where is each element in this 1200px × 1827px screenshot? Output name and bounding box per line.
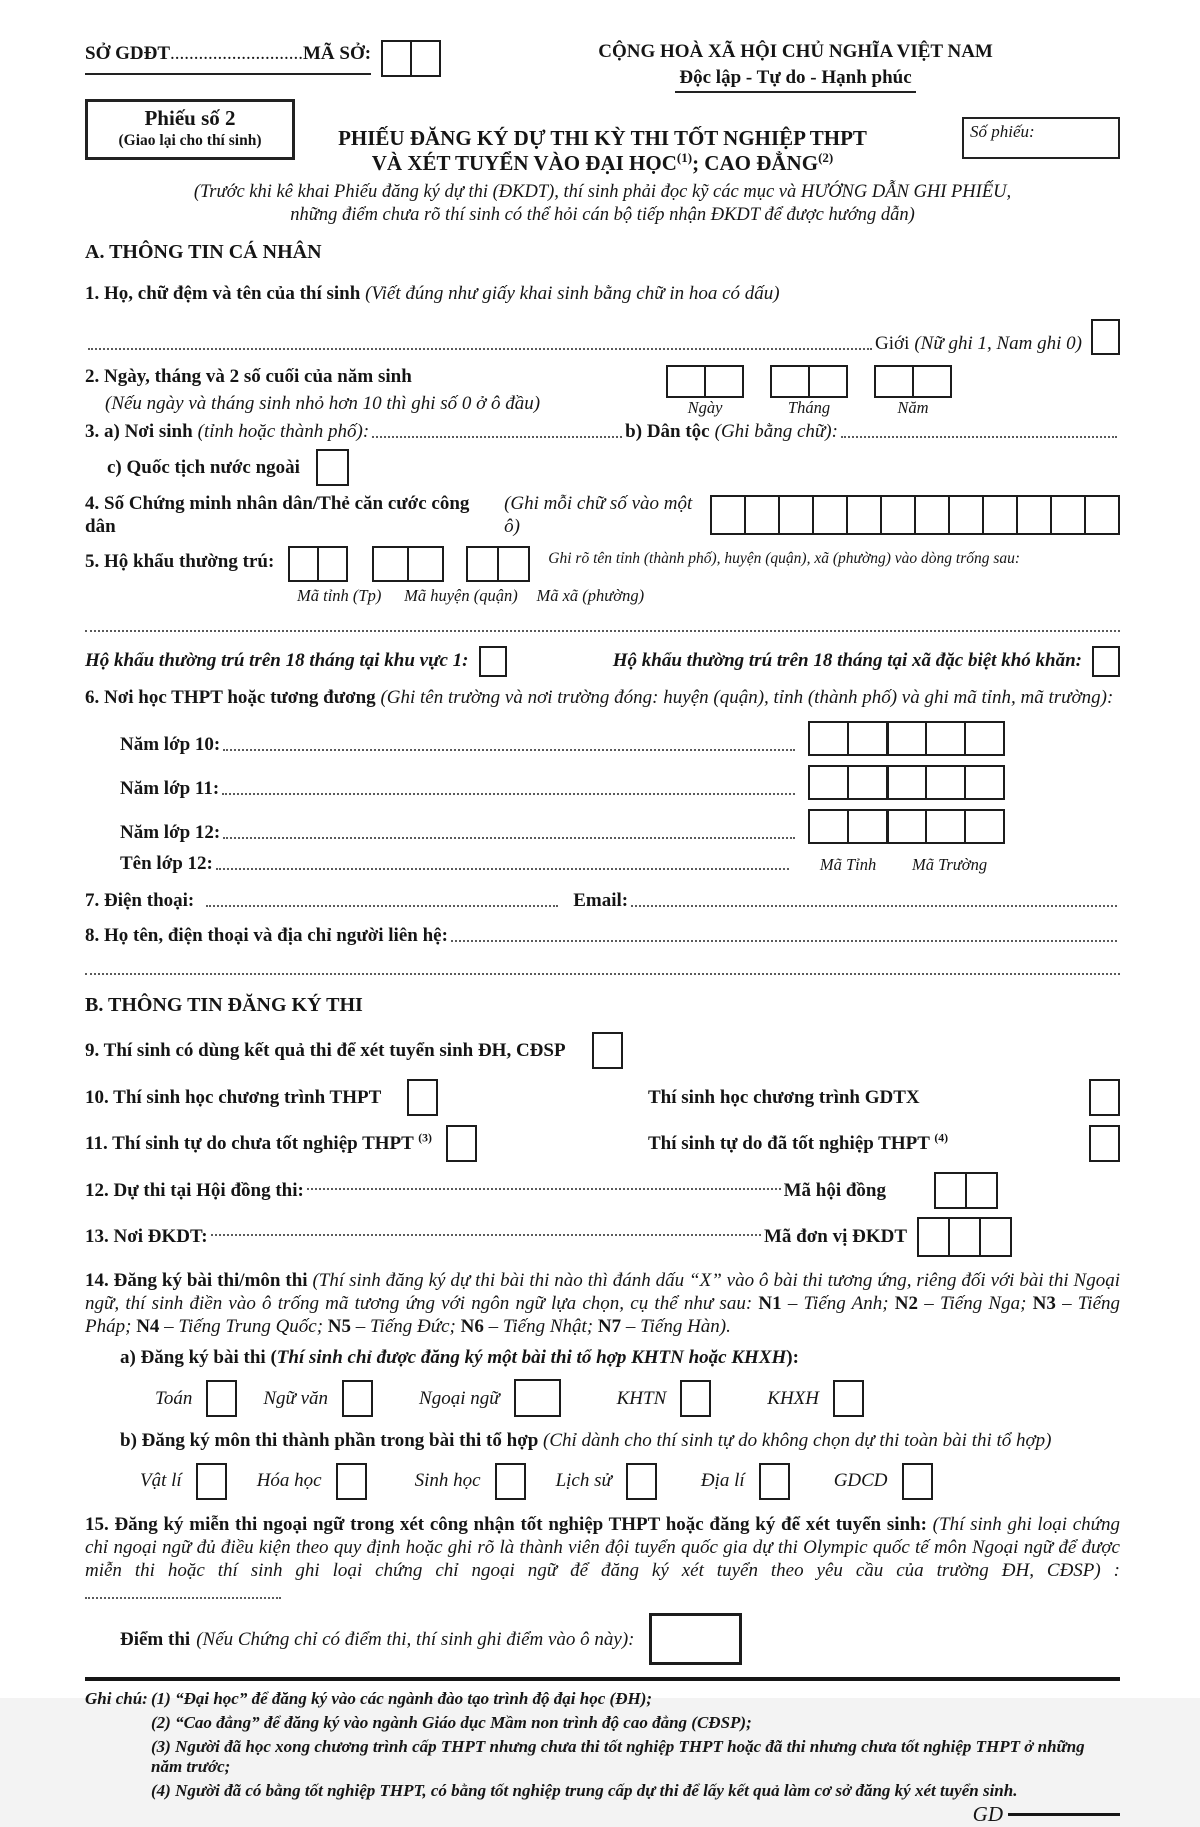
input-cell[interactable] xyxy=(744,495,780,535)
contact-input-line[interactable] xyxy=(451,940,1117,942)
dept-label: SỞ GDĐT xyxy=(85,43,170,65)
input-cell[interactable] xyxy=(948,495,984,535)
class12-input-line[interactable] xyxy=(216,868,789,870)
grade12-code-boxes[interactable] xyxy=(808,809,1005,844)
district-code-label: Mã huyện (quận) xyxy=(404,586,518,606)
input-cell[interactable] xyxy=(407,546,444,582)
school-history-label-row xyxy=(85,686,1120,709)
district-code-boxes[interactable] xyxy=(372,546,444,582)
input-cell[interactable] xyxy=(847,809,888,844)
dob-day-label: Ngày xyxy=(687,397,723,417)
input-cell[interactable] xyxy=(808,809,849,844)
subject-sinhhoc-label: Sinh học xyxy=(414,1470,481,1492)
input-cell[interactable] xyxy=(666,365,706,398)
department-text xyxy=(85,42,371,74)
input-cell[interactable] xyxy=(1084,495,1120,535)
dob-year-boxes[interactable] xyxy=(874,365,952,398)
item3b-note: (Ghi bằng chữ): xyxy=(714,420,838,442)
subject-hoahoc-box[interactable] xyxy=(336,1463,367,1500)
input-cell[interactable] xyxy=(778,495,814,535)
footnote-4: (4) Người đã có bằng tốt nghiệp THPT, có bằng tốt nghiệp trung cấp dự thi để lấy kết quả làm cơ sở đăng ký xét tuyển sinh. xyxy=(151,1781,1018,1801)
subject-vatli-box[interactable] xyxy=(196,1463,227,1500)
grade11-code-boxes[interactable] xyxy=(808,765,1005,800)
serial-label: Số phiếu: xyxy=(970,122,1035,142)
dob-month-boxes[interactable] xyxy=(770,365,848,398)
input-cell[interactable] xyxy=(704,365,744,398)
input-cell[interactable] xyxy=(912,365,952,398)
form-header xyxy=(85,40,1120,93)
full-name-input-line[interactable] xyxy=(88,348,872,350)
item11-right-sup: (4) xyxy=(934,1131,949,1145)
input-cell[interactable] xyxy=(886,721,927,756)
grade11-input-line[interactable] xyxy=(222,793,795,795)
foreign-nationality-row xyxy=(85,449,1120,486)
input-cell[interactable] xyxy=(925,721,966,756)
input-cell[interactable] xyxy=(1016,495,1052,535)
input-cell[interactable] xyxy=(982,495,1018,535)
thpt-program-box[interactable] xyxy=(407,1079,438,1116)
gender-note: (Nữ ghi 1, Nam ghi 0) xyxy=(914,332,1082,354)
input-cell[interactable] xyxy=(917,1217,950,1257)
dob-year-col xyxy=(874,365,952,418)
subject-khxh-box[interactable] xyxy=(833,1380,864,1417)
item1-note: (Viết đúng như giấy khai sinh bằng chữ in hoa có dấu) xyxy=(365,282,780,304)
subject-ngoaingu-box[interactable] xyxy=(514,1379,561,1417)
score-row xyxy=(85,1613,1120,1665)
kk-box[interactable] xyxy=(1092,646,1120,677)
contact-row xyxy=(85,924,1120,947)
score-box[interactable] xyxy=(649,1613,742,1665)
gd-signature-row xyxy=(973,1802,1120,1827)
kk-group xyxy=(613,646,1120,677)
kv1-box[interactable] xyxy=(479,646,507,677)
item3a-label: 3. a) Nơi sinh xyxy=(85,420,193,442)
subject-khtn-label: KHTN xyxy=(616,1387,667,1409)
footnotes-list xyxy=(151,1689,1120,1802)
residence-code-labels xyxy=(85,584,1120,607)
item1-label: 1. Họ, chữ đệm và tên của thí sinh xyxy=(85,282,361,304)
id-number-boxes[interactable] xyxy=(710,495,1120,535)
title-line2 xyxy=(85,151,1120,177)
input-cell[interactable] xyxy=(710,495,746,535)
subject-lichsu-box[interactable] xyxy=(626,1463,657,1500)
item13-row xyxy=(85,1217,1120,1257)
footer-divider xyxy=(85,1677,1120,1681)
item11-left-label: 11. Thí sinh tự do chưa tốt nghiệp THPT $^{(3)}$ xyxy=(85,1131,432,1154)
grade10-input-line[interactable] xyxy=(223,749,795,751)
title-line2a: VÀ XÉT TUYỂN VÀO ĐẠI HỌC xyxy=(371,151,677,176)
birthplace-input-line[interactable] xyxy=(372,436,622,438)
ma-so-boxes[interactable] xyxy=(381,40,441,77)
footnote-2: (2) “Cao đẳng” để đăng ký vào ngành Giáo dục Mầm non trình độ cao đẳng (CĐSP); xyxy=(151,1712,752,1732)
free-candidate-grad-box[interactable] xyxy=(1089,1125,1120,1162)
certificate-input-line[interactable] xyxy=(85,1597,281,1599)
grade10-row xyxy=(85,721,1120,756)
item11-row xyxy=(85,1125,1120,1162)
subject-hoahoc-label: Hóa học xyxy=(256,1470,322,1492)
use-result-box[interactable] xyxy=(592,1032,623,1069)
input-cell[interactable] xyxy=(317,546,348,582)
input-cell[interactable] xyxy=(934,1172,967,1209)
input-cell[interactable] xyxy=(964,765,1005,800)
dob-month-col xyxy=(770,365,848,418)
input-cell[interactable] xyxy=(372,546,409,582)
input-cell[interactable] xyxy=(497,546,530,582)
item6-label: 6. Nơi học THPT hoặc tương đương xyxy=(85,686,376,708)
council-input-line[interactable] xyxy=(307,1188,781,1190)
council-code-label: Mã hội đồng xyxy=(783,1179,886,1201)
form-number-subtitle: (Giao lại cho thí sinh) xyxy=(118,131,262,149)
item4-label: 4. Số Chứng minh nhân dân/Thẻ căn cước công dân xyxy=(85,493,470,538)
nation-line1: CỘNG HOÀ XÃ HỘI CHỦ NGHĨA VIỆT NAM xyxy=(598,41,993,62)
item14a-label: a) Đăng ký bài thi (Thí sinh chỉ được đăng ký một bài thi tổ hợp KHTN hoặc KHXH): xyxy=(120,1347,799,1369)
input-cell[interactable] xyxy=(1050,495,1086,535)
phone-email-row xyxy=(85,889,1120,912)
subject-ngoaingu-label: Ngoại ngữ xyxy=(419,1387,500,1409)
school-code-col-label: Mã Trường xyxy=(911,854,988,874)
title-note xyxy=(85,181,1120,226)
input-cell[interactable] xyxy=(846,495,882,535)
input-cell[interactable] xyxy=(466,546,499,582)
title-line1: PHIẾU ĐĂNG KÝ DỰ THI KỲ THI TỐT NGHIỆP THPT xyxy=(338,125,867,150)
item10-right-label: Thí sinh học chương trình GDTX xyxy=(648,1086,920,1108)
item10-right-group xyxy=(648,1079,1120,1116)
email-label: Email: xyxy=(573,889,629,911)
grade10-code-boxes[interactable] xyxy=(808,721,1005,756)
input-cell[interactable] xyxy=(914,495,950,535)
title-sup1: (1) xyxy=(676,150,693,166)
commune-code-label: Mã xã (phường) xyxy=(536,586,645,606)
title-note-line2: những điểm chưa rõ thí sinh có thể hỏi cán bộ tiếp nhận ĐKDT để được hướng dẫn) xyxy=(290,204,915,225)
subject-vatli-label: Vật lí xyxy=(140,1470,182,1492)
item14-note: (Thí sinh đăng ký dự thi bài thi nào thì đánh dấu “X” vào ô bài thi tương ứng, riêng đối với bài thi Ngoại ngữ, thí sinh điền vào ô trống mã tương ứng với ngôn ngữ lựa chọn, cụ thể như sau: N1 – Tiếng Anh; N2 – Tiếng Nga; N3 – Tiếng Pháp; N4 – Tiếng Trung Quốc; N5 – Tiếng Đức; N6 – Tiếng Nhật; N7 – Tiếng Hàn). xyxy=(85,1269,1125,1337)
grade11-label: Năm lớp 11: xyxy=(120,777,220,799)
footnote-1: (1) “Đại học” để đăng ký vào các ngành đào tạo trình độ đại học (ĐH); xyxy=(151,1689,653,1709)
dob-year-label: Năm xyxy=(897,397,929,417)
dob-labels xyxy=(85,365,666,415)
subject-nguvan-label: Ngữ văn xyxy=(263,1387,329,1409)
input-cell[interactable] xyxy=(925,809,966,844)
item11-right-group xyxy=(648,1125,1120,1162)
subject-gdcd-box[interactable] xyxy=(902,1463,933,1500)
form-title xyxy=(85,126,1120,177)
input-cell[interactable] xyxy=(288,546,319,582)
input-cell[interactable] xyxy=(808,765,849,800)
input-cell[interactable] xyxy=(965,1172,998,1209)
commune-code-boxes[interactable] xyxy=(466,546,530,582)
kk-label: Hộ khẩu thường trú trên 18 tháng tại xã đặc biệt khó khăn: xyxy=(612,650,1082,672)
item12-label: 12. Dự thi tại Hội đồng thi: xyxy=(85,1179,304,1201)
item3c-label: c) Quốc tịch nước ngoài xyxy=(107,456,300,478)
subject-nguvan-box[interactable] xyxy=(342,1380,373,1417)
subject-lichsu-label: Lịch sử xyxy=(555,1470,612,1492)
phone-input-line[interactable] xyxy=(206,905,558,907)
item10-left-label: 10. Thí sinh học chương trình THPT xyxy=(85,1086,382,1108)
full-name-row xyxy=(85,319,1120,355)
score-label: Điểm thi xyxy=(120,1628,191,1650)
input-cell[interactable] xyxy=(410,40,441,77)
input-cell[interactable] xyxy=(964,721,1005,756)
input-cell[interactable] xyxy=(886,809,927,844)
input-cell[interactable] xyxy=(886,765,927,800)
gender-label: Giới xyxy=(875,332,910,354)
input-cell[interactable] xyxy=(847,765,888,800)
item2-note: (Nếu ngày và tháng sinh nhỏ hơn 10 thì ghi số 0 ở ô đầu) xyxy=(105,392,541,414)
item15-note: (Thí sinh ghi loại chứng chỉ ngoại ngữ đủ điều kiện theo quy định hoặc ghi rõ là thành viên đội tuyển quốc gia dự thi Olympic quốc tế môn Ngoại ngữ để được miễn thi hoặc thí sinh ghi loại chứng chỉ ngoại ngữ để đăng ký xét tuyển theo yêu cầu của trường ĐH, CĐSP) : xyxy=(85,1513,1121,1581)
dob-month-label: Tháng xyxy=(787,397,831,417)
input-cell[interactable] xyxy=(964,809,1005,844)
input-cell[interactable] xyxy=(847,721,888,756)
province-code-boxes[interactable] xyxy=(288,546,348,582)
item5-label: 5. Hộ khẩu thường trú: xyxy=(85,551,275,573)
kv1-group xyxy=(85,646,507,677)
component-subjects-row xyxy=(85,1463,1120,1500)
item14b-note: (Chỉ dành cho thí sinh tự do không chọn dự thi toàn bài thi tổ hợp) xyxy=(543,1430,1052,1452)
item14-paragraph xyxy=(85,1269,1125,1339)
national-header xyxy=(441,40,1120,93)
foreign-nationality-box[interactable] xyxy=(316,449,349,486)
item15-label: 15. Đăng ký miễn thi ngoại ngữ trong xét công nhận tốt nghiệp THPT hoặc đăng ký để xét tuyển sinh: xyxy=(85,1513,927,1535)
item14-label: 14. Đăng ký bài thi/môn thi xyxy=(85,1269,313,1291)
free-candidate-not-grad-box[interactable] xyxy=(446,1125,477,1162)
footnote-3: (3) Người đã học xong chương trình cấp THPT nhưng chưa thi tốt nghiệp THPT hoặc đã thi nhưng chưa tốt nghiệp THPT ở những năm trước; xyxy=(151,1736,1085,1777)
input-cell[interactable] xyxy=(381,40,412,77)
subject-khxh-label: KHXH xyxy=(767,1387,819,1409)
item7-label: 7. Điện thoại: xyxy=(85,889,195,911)
dob-day-boxes[interactable] xyxy=(666,365,744,398)
birthplace-row xyxy=(85,420,1120,443)
subject-sinhhoc-box[interactable] xyxy=(495,1463,526,1500)
subject-diali-box[interactable] xyxy=(759,1463,790,1500)
id-number-row xyxy=(85,492,1120,538)
item2-label: 2. Ngày, tháng và 2 số cuối của năm sinh xyxy=(85,365,412,387)
item1-label-row xyxy=(85,282,1120,305)
gender-box[interactable] xyxy=(1091,319,1120,355)
school-code-labels xyxy=(802,855,1005,875)
subject-toan-label: Toán xyxy=(155,1387,193,1409)
input-cell[interactable] xyxy=(808,365,848,398)
item13-label: 13. Nơi ĐKDT: xyxy=(85,1226,208,1248)
dob-row xyxy=(85,365,1120,418)
item14b-label: b) Đăng ký môn thi thành phần trong bài thi tổ hợp xyxy=(120,1430,544,1452)
item3b-label: b) Dân tộc xyxy=(625,420,710,442)
gd-label: GD xyxy=(972,1801,1003,1826)
contact-input-line2[interactable] xyxy=(85,973,1120,975)
input-cell[interactable] xyxy=(979,1217,1012,1257)
item10-left-group xyxy=(85,1079,648,1116)
dkdt-code-boxes[interactable] xyxy=(917,1217,1012,1257)
item15-paragraph xyxy=(85,1513,1120,1606)
item11-left-group xyxy=(85,1125,648,1162)
footnotes-block xyxy=(85,1689,1120,1802)
item9-row xyxy=(85,1032,1120,1069)
dob-boxes xyxy=(666,365,952,418)
dob-day-col xyxy=(666,365,744,418)
dkdt-input-line[interactable] xyxy=(211,1234,761,1236)
residency-duration-row xyxy=(85,646,1120,677)
input-cell[interactable] xyxy=(812,495,848,535)
dept-dots[interactable]: ............................ xyxy=(170,43,303,65)
input-cell[interactable] xyxy=(808,721,849,756)
item4-note: (Ghi mỗi chữ số vào một ô) xyxy=(504,493,693,538)
grade12-label: Năm lớp 12: xyxy=(120,821,221,843)
nation-line2: Độc lập - Tự do - Hạnh phúc xyxy=(675,65,915,93)
grade11-row xyxy=(85,765,1120,800)
email-input-line[interactable] xyxy=(631,905,1117,907)
item14b-label-row xyxy=(85,1429,1120,1452)
section-b-heading: B. THÔNG TIN ĐĂNG KÝ THI xyxy=(85,994,363,1017)
subject-diali-label: Địa lí xyxy=(700,1470,745,1492)
item11-left-sup: (3) xyxy=(418,1131,432,1145)
item11-right-label: Thí sinh tự do đã tốt nghiệp THPT $^{(4)}$ xyxy=(648,1131,949,1154)
exam-subjects-row xyxy=(85,1379,1120,1417)
province-code-col-label: Mã Tỉnh xyxy=(819,854,877,874)
gd-line xyxy=(1008,1813,1120,1816)
ma-so-label: MÃ SỞ: xyxy=(303,43,372,65)
input-cell[interactable] xyxy=(948,1217,981,1257)
subject-khtn-box[interactable] xyxy=(680,1380,711,1417)
subject-toan-box[interactable] xyxy=(206,1380,237,1417)
class12-row xyxy=(85,852,1120,875)
title-sup2: (2) xyxy=(818,150,834,166)
kv1-label: Hộ khẩu thường trú trên 18 tháng tại khu vực 1: xyxy=(85,650,469,672)
form-number-title: Phiếu số 2 xyxy=(144,106,236,131)
item12-row xyxy=(85,1172,1120,1209)
input-cell[interactable] xyxy=(880,495,916,535)
section-a-heading: A. THÔNG TIN CÁ NHÂN xyxy=(85,241,322,264)
item5-note: Ghi rõ tên tỉnh (thành phố), huyện (quận), xã (phường) vào dòng trống sau: xyxy=(548,550,1021,568)
class12-label: Tên lớp 12: xyxy=(120,852,213,874)
ethnicity-input-line[interactable] xyxy=(841,436,1117,438)
item9-label: 9. Thí sinh có dùng kết quả thi để xét tuyển sinh ĐH, CĐSP xyxy=(85,1039,566,1061)
residence-address-input-line[interactable] xyxy=(85,630,1120,632)
footnotes-label: Ghi chú: xyxy=(85,1689,148,1709)
item3a-note: (tỉnh hoặc thành phố): xyxy=(197,420,370,442)
input-cell[interactable] xyxy=(925,765,966,800)
grade12-row xyxy=(85,809,1120,844)
grade12-input-line[interactable] xyxy=(223,837,795,839)
title-note-line1: (Trước khi kê khai Phiếu đăng ký dự thi (ĐKDT), thí sinh phải đọc kỹ các mục và HƯỚNG DẪN GHI PHIẾU, xyxy=(193,182,1012,203)
item10-row xyxy=(85,1079,1120,1116)
input-cell[interactable] xyxy=(770,365,810,398)
residence-row xyxy=(85,546,1120,582)
input-cell[interactable] xyxy=(874,365,914,398)
item8-label: 8. Họ tên, điện thoại và địa chỉ người liên hệ: xyxy=(85,925,448,947)
grade10-label: Năm lớp 10: xyxy=(120,733,221,755)
title-line2b: ; CAO ĐẲNG xyxy=(692,151,819,176)
subject-gdcd-label: GDCD xyxy=(833,1470,888,1492)
item6-note: (Ghi tên trường và nơi trường đóng: huyện (quận), tỉnh (thành phố) và ghi mã tỉnh, mã trường): xyxy=(380,686,1114,708)
department-line xyxy=(85,40,441,77)
score-note: (Nếu Chứng chỉ có điểm thi, thí sinh ghi điểm vào ô này): xyxy=(196,1628,635,1650)
gdtx-program-box[interactable] xyxy=(1089,1079,1120,1116)
dkdt-code-label: Mã đơn vị ĐKDT xyxy=(763,1226,907,1248)
province-code-label: Mã tỉnh (Tp) xyxy=(297,586,382,606)
council-code-boxes[interactable] xyxy=(934,1172,998,1209)
